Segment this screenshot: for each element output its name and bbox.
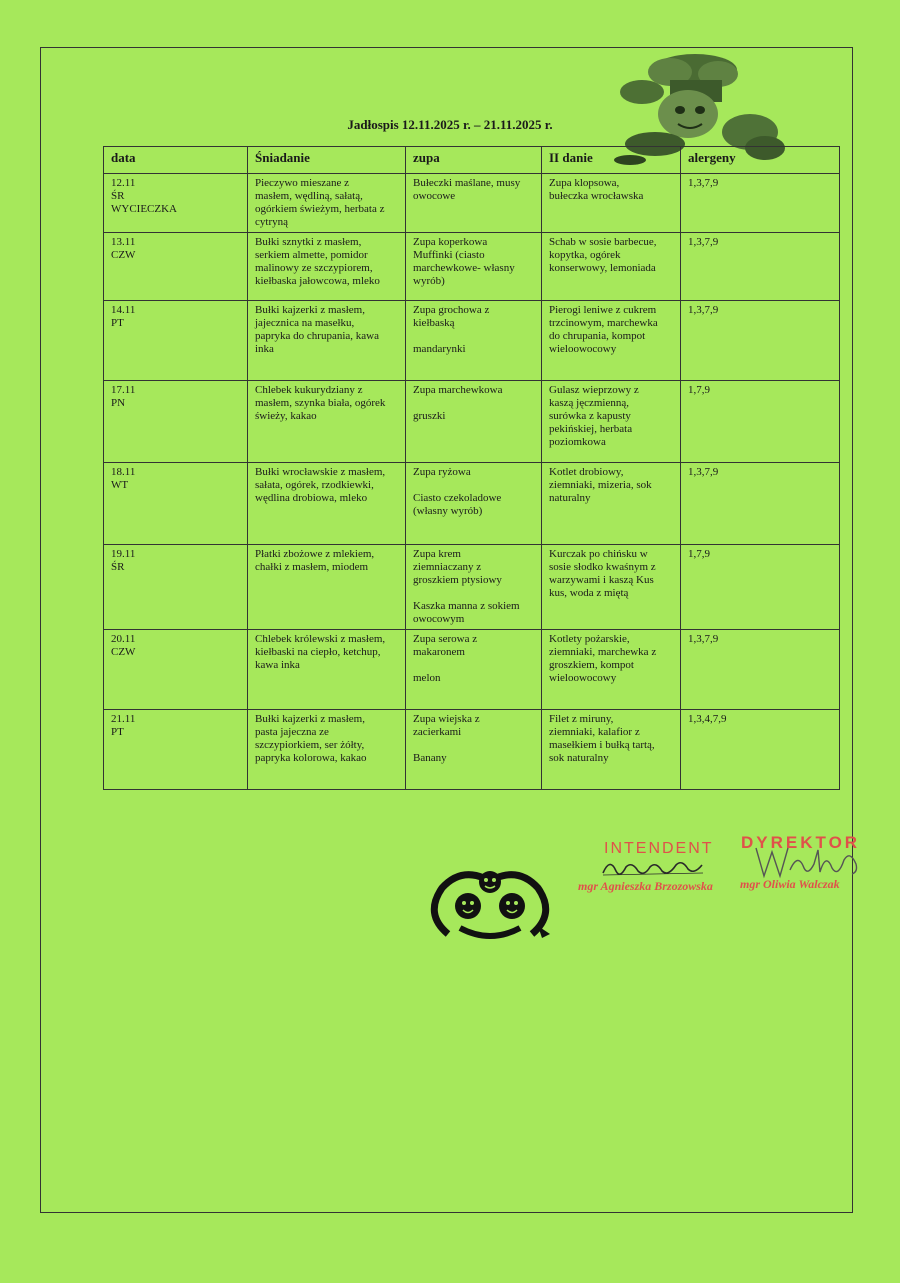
cell-line: 20.11 <box>111 633 136 645</box>
intendent-stamp: INTENDENT <box>604 840 714 857</box>
cell-line: ziemniaczany z <box>413 561 482 573</box>
cell-line: WT <box>111 479 129 491</box>
menu-row <box>104 545 840 630</box>
cell-line: Filet z miruny, <box>549 713 614 725</box>
cell-line: masłem, szynka biała, ogórek <box>255 397 386 409</box>
cell-line: 19.11 <box>111 548 136 560</box>
cell-line: Bułki sznytki z masłem, <box>255 236 362 248</box>
cell-line: mandarynki <box>413 343 466 355</box>
cell-line: serkiem almette, pomidor <box>255 249 368 261</box>
cell-line: CZW <box>111 646 136 658</box>
cell-line: kopytka, ogórek <box>549 249 621 261</box>
cell-line: bułeczka wrocławska <box>549 190 644 202</box>
blank-line <box>413 739 534 752</box>
menu-table <box>103 146 840 790</box>
cell-line: Zupa klopsowa, <box>549 177 620 189</box>
cell-line: wyrób) <box>413 275 445 287</box>
cell-line: PT <box>111 726 124 738</box>
cell-line: warzywami i kaszą Kus <box>549 574 654 586</box>
cell-line: papryka kolorowa, kakao <box>255 752 367 764</box>
director-signature <box>752 842 862 882</box>
cell-line: PT <box>111 317 124 329</box>
soup-cell <box>406 381 542 463</box>
cell-line: świeży, kakao <box>255 410 317 422</box>
allergens-cell: 1,3,4,7,9 <box>681 710 840 790</box>
allergens-cell: 1,3,7,9 <box>681 301 840 381</box>
cell-line: Kotlet drobiowy, <box>549 466 624 478</box>
cell-line: masełkiem i bułką tartą, <box>549 739 655 751</box>
cell-line: masłem, wędliną, sałatą, <box>255 190 363 202</box>
header-main-course: II danie <box>542 147 681 174</box>
menu-row <box>104 174 840 233</box>
cell-line: do chrupania, kompot <box>549 330 646 342</box>
cell-line: zacierkami <box>413 726 462 738</box>
cell-line: Pierogi leniwe z cukrem <box>549 304 657 316</box>
cell-line: konserwowy, lemoniada <box>549 262 656 274</box>
menu-row <box>104 630 840 710</box>
allergens-cell: 1,3,7,9 <box>681 174 840 233</box>
header-date: data <box>104 147 248 174</box>
cell-line: kiełbaską <box>413 317 455 329</box>
allergens-cell: 1,7,9 <box>681 381 840 463</box>
director-stamp: DYREKTOR <box>741 833 861 852</box>
header-allergens: alergeny <box>681 147 840 174</box>
intendent-name: mgr Agnieszka Brzozowska <box>578 879 713 893</box>
cell-line: Zupa koperkowa <box>413 236 488 248</box>
cell-line: Zupa marchewkowa <box>413 384 503 396</box>
cell-line: ziemniaki, mizeria, sok <box>549 479 652 491</box>
cell-line: PN <box>111 397 126 409</box>
cell-line: Chlebek kukurydziany z <box>255 384 363 396</box>
cell-line: 17.11 <box>111 384 136 396</box>
cell-line: Muffinki (ciasto <box>413 249 485 261</box>
allergens-cell: 1,3,7,9 <box>681 233 840 301</box>
date-cell <box>104 463 248 545</box>
cell-line: ŚR <box>111 561 125 573</box>
cell-line: ŚR <box>111 190 125 202</box>
main-course-cell <box>542 545 681 630</box>
menu-row <box>104 463 840 545</box>
soup-cell <box>406 233 542 301</box>
cell-line: Zupa krem <box>413 548 461 560</box>
cell-line: malinowy ze szczypiorem, <box>255 262 373 274</box>
main-course-cell <box>542 710 681 790</box>
cell-line: Bułeczki maślane, musy <box>413 177 521 189</box>
cell-line: owocowym <box>413 613 465 625</box>
breakfast-cell <box>248 174 406 233</box>
cell-line: Zupa grochowa z <box>413 304 490 316</box>
cell-line: 14.11 <box>111 304 136 316</box>
cell-line: (własny wyrób) <box>413 505 483 517</box>
breakfast-cell <box>248 463 406 545</box>
cell-line: kiełbaska jałowcowa, mleko <box>255 275 380 287</box>
main-course-cell <box>542 381 681 463</box>
cell-line: kiełbaski na ciepło, ketchup, <box>255 646 381 658</box>
cell-line: cytryną <box>255 216 288 228</box>
header-breakfast: Śniadanie <box>248 147 406 174</box>
cell-line: Bułki kajzerki z masłem, <box>255 713 365 725</box>
cell-line: groszkiem ptysiowy <box>413 574 502 586</box>
cell-line: ogórkiem świeżym, herbata z <box>255 203 385 215</box>
director-name: mgr Oliwia Walczak <box>740 877 840 891</box>
cell-line: 18.11 <box>111 466 136 478</box>
cell-line: Ciasto czekoladowe <box>413 492 502 504</box>
breakfast-cell <box>248 630 406 710</box>
soup-cell <box>406 174 542 233</box>
main-course-cell <box>542 463 681 545</box>
cell-line: Zupa serowa z <box>413 633 478 645</box>
main-course-cell <box>542 301 681 381</box>
cell-line: Kaszka manna z sokiem <box>413 600 520 612</box>
cell-line: sok naturalny <box>549 752 609 764</box>
date-cell <box>104 381 248 463</box>
date-cell <box>104 301 248 381</box>
main-course-cell <box>542 174 681 233</box>
cell-line: poziomkowa <box>549 436 606 448</box>
allergens-cell: 1,3,7,9 <box>681 630 840 710</box>
soup-cell <box>406 630 542 710</box>
cell-line: Kotlety pożarskie, <box>549 633 630 645</box>
menu-row <box>104 301 840 381</box>
date-cell <box>104 710 248 790</box>
soup-cell <box>406 463 542 545</box>
cell-line: papryka do chrupania, kawa <box>255 330 380 342</box>
menu-row <box>104 381 840 463</box>
cell-line: owocowe <box>413 190 456 202</box>
breakfast-cell <box>248 545 406 630</box>
cell-line: wieloowocowy <box>549 343 617 355</box>
cell-line: inka <box>255 343 274 355</box>
allergens-cell: 1,7,9 <box>681 545 840 630</box>
blank-line <box>413 330 534 343</box>
cell-line: kawa inka <box>255 659 300 671</box>
cell-line: 12.11 <box>111 177 136 189</box>
soup-cell <box>406 545 542 630</box>
cell-line: sałata, ogórek, rzodkiewki, <box>255 479 374 491</box>
cell-line: marchewkowe- własny <box>413 262 515 274</box>
date-cell <box>104 233 248 301</box>
cell-line: wieloowocowy <box>549 672 617 684</box>
cell-line: Gulasz wieprzowy z <box>549 384 639 396</box>
breakfast-cell <box>248 381 406 463</box>
kindergarten-logo <box>420 862 560 942</box>
cell-line: trzcinowym, marchewka <box>549 317 658 329</box>
menu-row <box>104 710 840 790</box>
cell-line: sosie słodko kwaśnym z <box>549 561 656 573</box>
main-course-cell <box>542 630 681 710</box>
blank-line <box>413 479 534 492</box>
cell-line: pasta jajeczna ze <box>255 726 329 738</box>
blank-line <box>413 659 534 672</box>
cell-line: melon <box>413 672 441 684</box>
cell-line: kus, woda z miętą <box>549 587 629 599</box>
menu-table-body <box>104 174 840 790</box>
cell-line: Banany <box>413 752 447 764</box>
blank-line <box>413 587 534 600</box>
date-cell <box>104 545 248 630</box>
allergens-cell: 1,3,7,9 <box>681 463 840 545</box>
cell-line: 21.11 <box>111 713 136 725</box>
cell-line: ziemniaki, marchewka z <box>549 646 657 658</box>
date-cell <box>104 630 248 710</box>
cell-line: Zupa ryżowa <box>413 466 471 478</box>
soup-cell <box>406 301 542 381</box>
cell-line: naturalny <box>549 492 591 504</box>
breakfast-cell <box>248 233 406 301</box>
cell-line: jajecznica na masełku, <box>255 317 355 329</box>
soup-cell <box>406 710 542 790</box>
cell-line: gruszki <box>413 410 446 422</box>
cell-line: Bułki kajzerki z masłem, <box>255 304 365 316</box>
cell-line: Schab w sosie barbecue, <box>549 236 657 248</box>
blank-line <box>413 397 534 410</box>
cell-line: kaszą jęczmienną, <box>549 397 630 409</box>
date-cell <box>104 174 248 233</box>
cell-line: Chlebek królewski z masłem, <box>255 633 386 645</box>
cell-line: CZW <box>111 249 136 261</box>
table-header-row <box>104 147 840 174</box>
cell-line: szczypiorkiem, ser żółty, <box>255 739 365 751</box>
cell-line: 13.11 <box>111 236 136 248</box>
header-soup: zupa <box>406 147 542 174</box>
cell-line: Bułki wrocławskie z masłem, <box>255 466 386 478</box>
breakfast-cell <box>248 710 406 790</box>
menu-title: Jadłospis 12.11.2025 r. – 21.11.2025 r. <box>347 117 553 132</box>
cell-line: Zupa wiejska z <box>413 713 480 725</box>
cell-line: Płatki zbożowe z mlekiem, <box>255 548 375 560</box>
cell-line: pekińskiej, herbata <box>549 423 633 435</box>
cell-line: makaronem <box>413 646 465 658</box>
cell-line: WYCIECZKA <box>111 203 177 215</box>
menu-row <box>104 233 840 301</box>
cell-line: surówka z kapusty <box>549 410 631 422</box>
cell-line: wędlina drobiowa, mleko <box>255 492 368 504</box>
cell-line: Pieczywo mieszane z <box>255 177 350 189</box>
cell-line: groszkiem, kompot <box>549 659 634 671</box>
cell-line: ziemniaki, kalafior z <box>549 726 640 738</box>
main-course-cell <box>542 233 681 301</box>
breakfast-cell <box>248 301 406 381</box>
cell-line: chałki z masłem, miodem <box>255 561 369 573</box>
cell-line: Kurczak po chińsku w <box>549 548 648 560</box>
